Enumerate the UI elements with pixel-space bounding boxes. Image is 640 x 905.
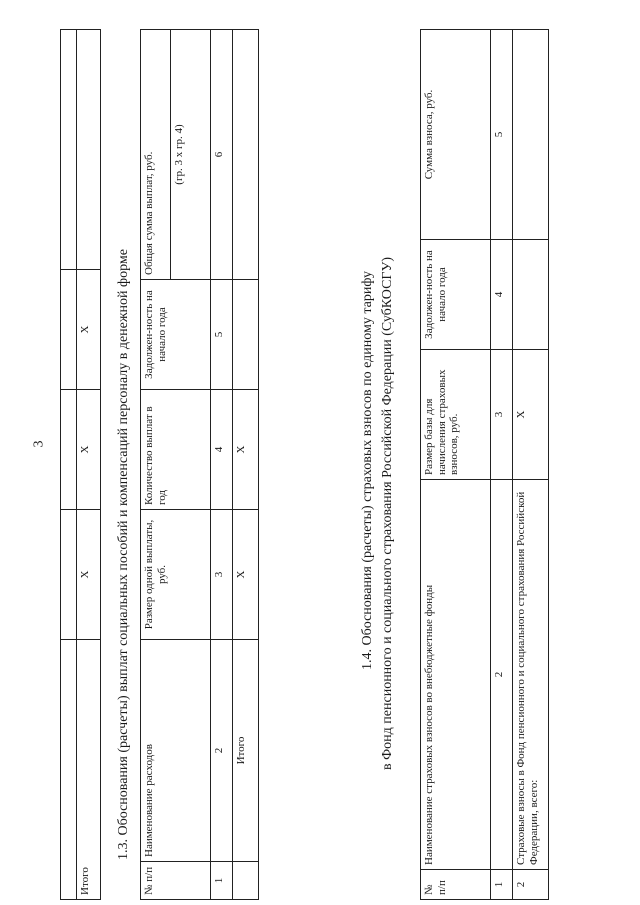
col-number: 2 [211, 640, 233, 862]
section-1-4-title-line2: в Фонд пенсионного и социального страхования Российской Федерации (СубКОСГУ) [380, 256, 395, 770]
header-total-formula: (гр. 3 х гр. 4) [171, 30, 211, 280]
col-number: 5 [211, 280, 233, 390]
header-num: № п/п [421, 870, 491, 900]
cell [61, 640, 77, 900]
rotated-page-content [60, 30, 620, 900]
cell [61, 510, 77, 640]
row-num: 1 [211, 862, 233, 900]
cell [61, 270, 77, 390]
header-total: Общая сумма выплат, руб. [141, 30, 171, 280]
cell [61, 30, 77, 270]
col-number: 1 [491, 870, 513, 900]
x-mark: X [233, 390, 259, 510]
social-payments-table [140, 29, 259, 900]
col-number: 6 [211, 30, 233, 280]
header-count: Количество выплат в год [141, 390, 211, 510]
row-name: Страховые взносы в Фонд пенсионного и социального страхования Российской Федерации, всего: [513, 480, 549, 870]
insurance-contributions-table [420, 29, 549, 900]
cell [233, 30, 259, 280]
total-label: Итого [77, 640, 101, 900]
col-number: 4 [491, 240, 513, 350]
section-1-4-title-line1: 1.4. Обоснования (расчеты) страховых взносов по единому тарифу [360, 270, 375, 670]
cell [233, 862, 259, 900]
cell [61, 390, 77, 510]
page-number: 3 [31, 440, 47, 448]
section-1-3-title: 1.3. Обоснования (расчеты) выплат социальных пособий и компенсаций персоналу в денежной форме [116, 249, 131, 860]
x-mark: X [233, 510, 259, 640]
col-number: 4 [211, 390, 233, 510]
cell [233, 280, 259, 390]
total-label: Итого [233, 640, 259, 862]
header-num: № п/п [141, 862, 211, 900]
continuation-table [60, 29, 101, 900]
header-base: Размер базы для начисления страховых взносов, руб. [421, 350, 491, 480]
col-number: 5 [491, 30, 513, 240]
cell [77, 30, 101, 270]
header-debt: Задолжен-ность на начало года [421, 240, 491, 350]
col-number: 2 [491, 480, 513, 870]
col-number: 3 [211, 510, 233, 640]
x-mark: X [77, 390, 101, 510]
x-mark: X [77, 270, 101, 390]
cell [513, 240, 549, 350]
header-name: Наименование расходов [141, 640, 211, 862]
header-single-payment: Размер одной выплаты, руб. [141, 510, 211, 640]
header-name: Наименование страховых взносов во внебюджетные фонды [421, 480, 491, 870]
header-amount: Сумма взноса, руб. [421, 30, 491, 240]
x-mark: X [513, 350, 549, 480]
x-mark: X [77, 510, 101, 640]
row-num: 2 [513, 870, 549, 900]
cell [513, 30, 549, 240]
header-debt: Задолжен-ность на начало года [141, 280, 211, 390]
col-number: 3 [491, 350, 513, 480]
